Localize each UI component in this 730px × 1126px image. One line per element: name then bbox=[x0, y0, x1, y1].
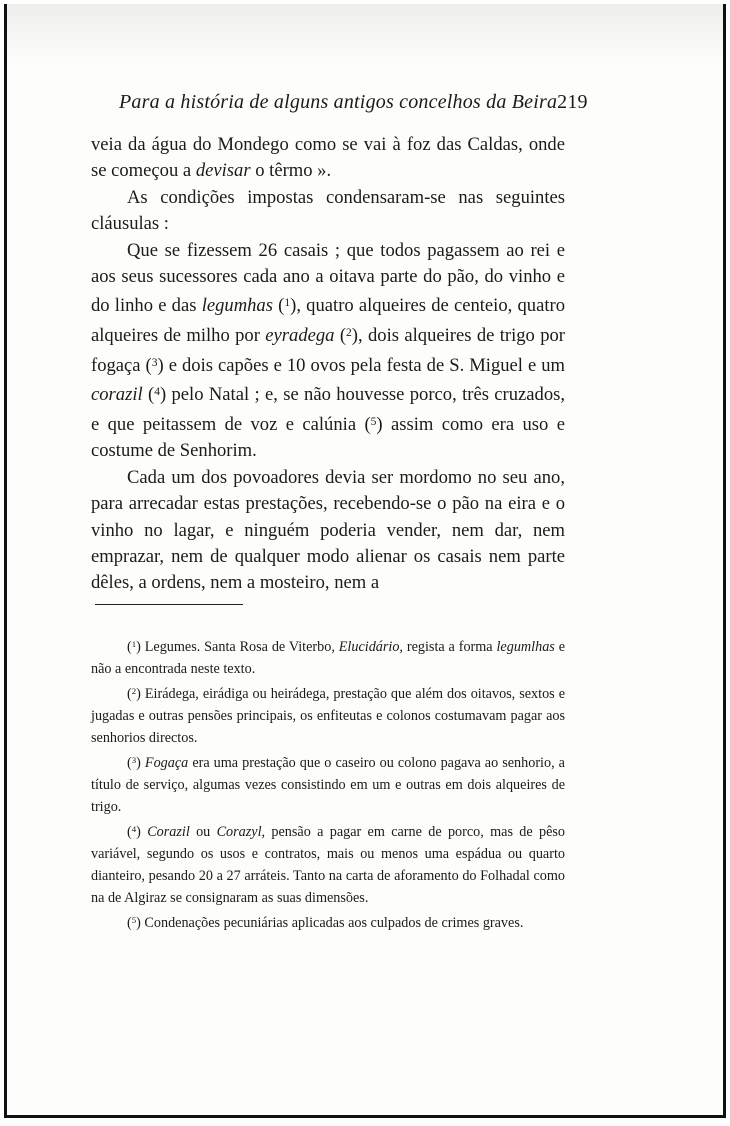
text-run: ( bbox=[334, 325, 347, 347]
text-run: ( bbox=[127, 823, 132, 840]
text-run: ou bbox=[189, 823, 217, 840]
footnotes bbox=[91, 633, 565, 934]
text-run: ( bbox=[127, 638, 132, 655]
italic-term: legumlhas bbox=[496, 638, 555, 655]
text-run: ) bbox=[136, 754, 145, 771]
text-run: Cada um dos povoadores devia ser mordomo no seu ano, para arrecadar estas prestações, recebendo-se o pão na eira e o vinho no lagar, e ninguém poderia vender, nem dar, nem emprazar, nem de qualquer modo alienar os casais nem parte dêles, a ordens, nem a mosteiro, nem a bbox=[91, 466, 565, 594]
paragraph bbox=[91, 465, 565, 597]
book-page bbox=[4, 4, 726, 1118]
text-run: ) pelo Natal ; e, se não houvesse porco, três cruzados, e que peitassem de voz e calúnia ( bbox=[91, 384, 566, 435]
italic-term: devisar bbox=[195, 160, 251, 182]
footnote-ref: 1 bbox=[131, 639, 137, 649]
text-run: As condições impostas condensaram-se nas seguintes cláusulas : bbox=[91, 186, 565, 235]
footnote-ref: 5 bbox=[370, 415, 377, 428]
footnote-rule bbox=[95, 604, 243, 605]
text-run: veia da água do Mondego como se vai à foz das Caldas, onde se começou a bbox=[91, 134, 565, 182]
text-run: e não a encontrada neste texto. bbox=[91, 638, 565, 677]
text-run: ), quatro alqueires de centeio, quatro alqueires de milho por bbox=[91, 295, 566, 347]
footnote bbox=[91, 909, 565, 934]
footnote bbox=[91, 680, 565, 749]
running-header bbox=[119, 91, 588, 114]
text-run: ) Eirádega, eirádiga ou heirádega, prestação que além dos oitavos, sextos e jugadas e outras pensões principais, os enfiteutas e colonos costumavam pagar aos senhorios directos. bbox=[91, 685, 565, 746]
text-run: ) e dois capões e 10 ovos pela festa de S. Miguel e um bbox=[157, 354, 565, 376]
italic-term: corazil bbox=[91, 384, 143, 406]
text-run: ) assim como era uso e costume de Senhorim. bbox=[91, 414, 565, 462]
footnote bbox=[91, 749, 565, 818]
paragraph bbox=[91, 132, 565, 185]
text-run: ) Condenações pecuniárias aplicadas aos culpados de crimes graves. bbox=[136, 914, 524, 931]
text-run: ), dois alqueires de trigo por fogaça ( bbox=[91, 325, 565, 376]
paragraph bbox=[91, 238, 565, 465]
text-run: ) Legumes. Santa Rosa de Viterbo, bbox=[136, 638, 339, 655]
text-run: pensão a pagar em carne de porco, mas de pêso variável, segundo os usos e contratos, mais ou menos uma espádua ou quarto dianteiro, pesando 20 a 27 arráteis. Tanto na carta de aforamento do Folhadal como na de Algiraz se consignaram as suas dimensões. bbox=[91, 823, 565, 906]
paragraph bbox=[91, 185, 565, 238]
footnote-ref: 2 bbox=[131, 685, 137, 696]
text-run: era uma prestação que o caseiro ou colono pagava ao senhorio, a título de serviço, algumas vezes consistindo em um e outras em dois alqueires de trigo. bbox=[91, 754, 565, 815]
footnote-ref: 2 bbox=[346, 327, 352, 340]
italic-term: legumhas bbox=[201, 295, 273, 317]
italic-term: eyradega bbox=[265, 325, 335, 347]
italic-term: Elucidário, bbox=[338, 638, 403, 655]
text-run: ( bbox=[127, 914, 132, 931]
text-run: ( bbox=[142, 384, 155, 406]
text-run: o têrmo ». bbox=[250, 160, 332, 182]
footnote-ref: 3 bbox=[151, 356, 158, 369]
text-run: regista a forma bbox=[402, 638, 497, 655]
text-run: ( bbox=[127, 754, 132, 771]
footnote-ref: 4 bbox=[131, 823, 137, 834]
footnote-ref: 1 bbox=[284, 297, 291, 310]
text-run: Que se fizessem 26 casais ; que todos pagassem ao rei e aos seus sucessores cada ano a oitava parte do pão, do vinho e do linho e das bbox=[91, 239, 565, 317]
italic-term: Corazyl, bbox=[216, 823, 266, 840]
text-run: ) bbox=[136, 823, 148, 840]
text-run: ( bbox=[272, 295, 285, 317]
footnote-ref: 4 bbox=[154, 386, 160, 399]
text-run: ( bbox=[127, 685, 132, 702]
italic-term: Corazil bbox=[147, 823, 190, 840]
running-title: Para a história de alguns antigos concelhos da Beira bbox=[119, 91, 558, 113]
italic-term: Fogaça bbox=[144, 754, 189, 771]
footnote bbox=[91, 818, 565, 909]
footnote-ref: 5 bbox=[131, 914, 137, 925]
page-number: 219 bbox=[557, 91, 588, 113]
footnote bbox=[91, 633, 565, 680]
main-text bbox=[91, 132, 565, 597]
footnote-ref: 3 bbox=[131, 754, 137, 765]
